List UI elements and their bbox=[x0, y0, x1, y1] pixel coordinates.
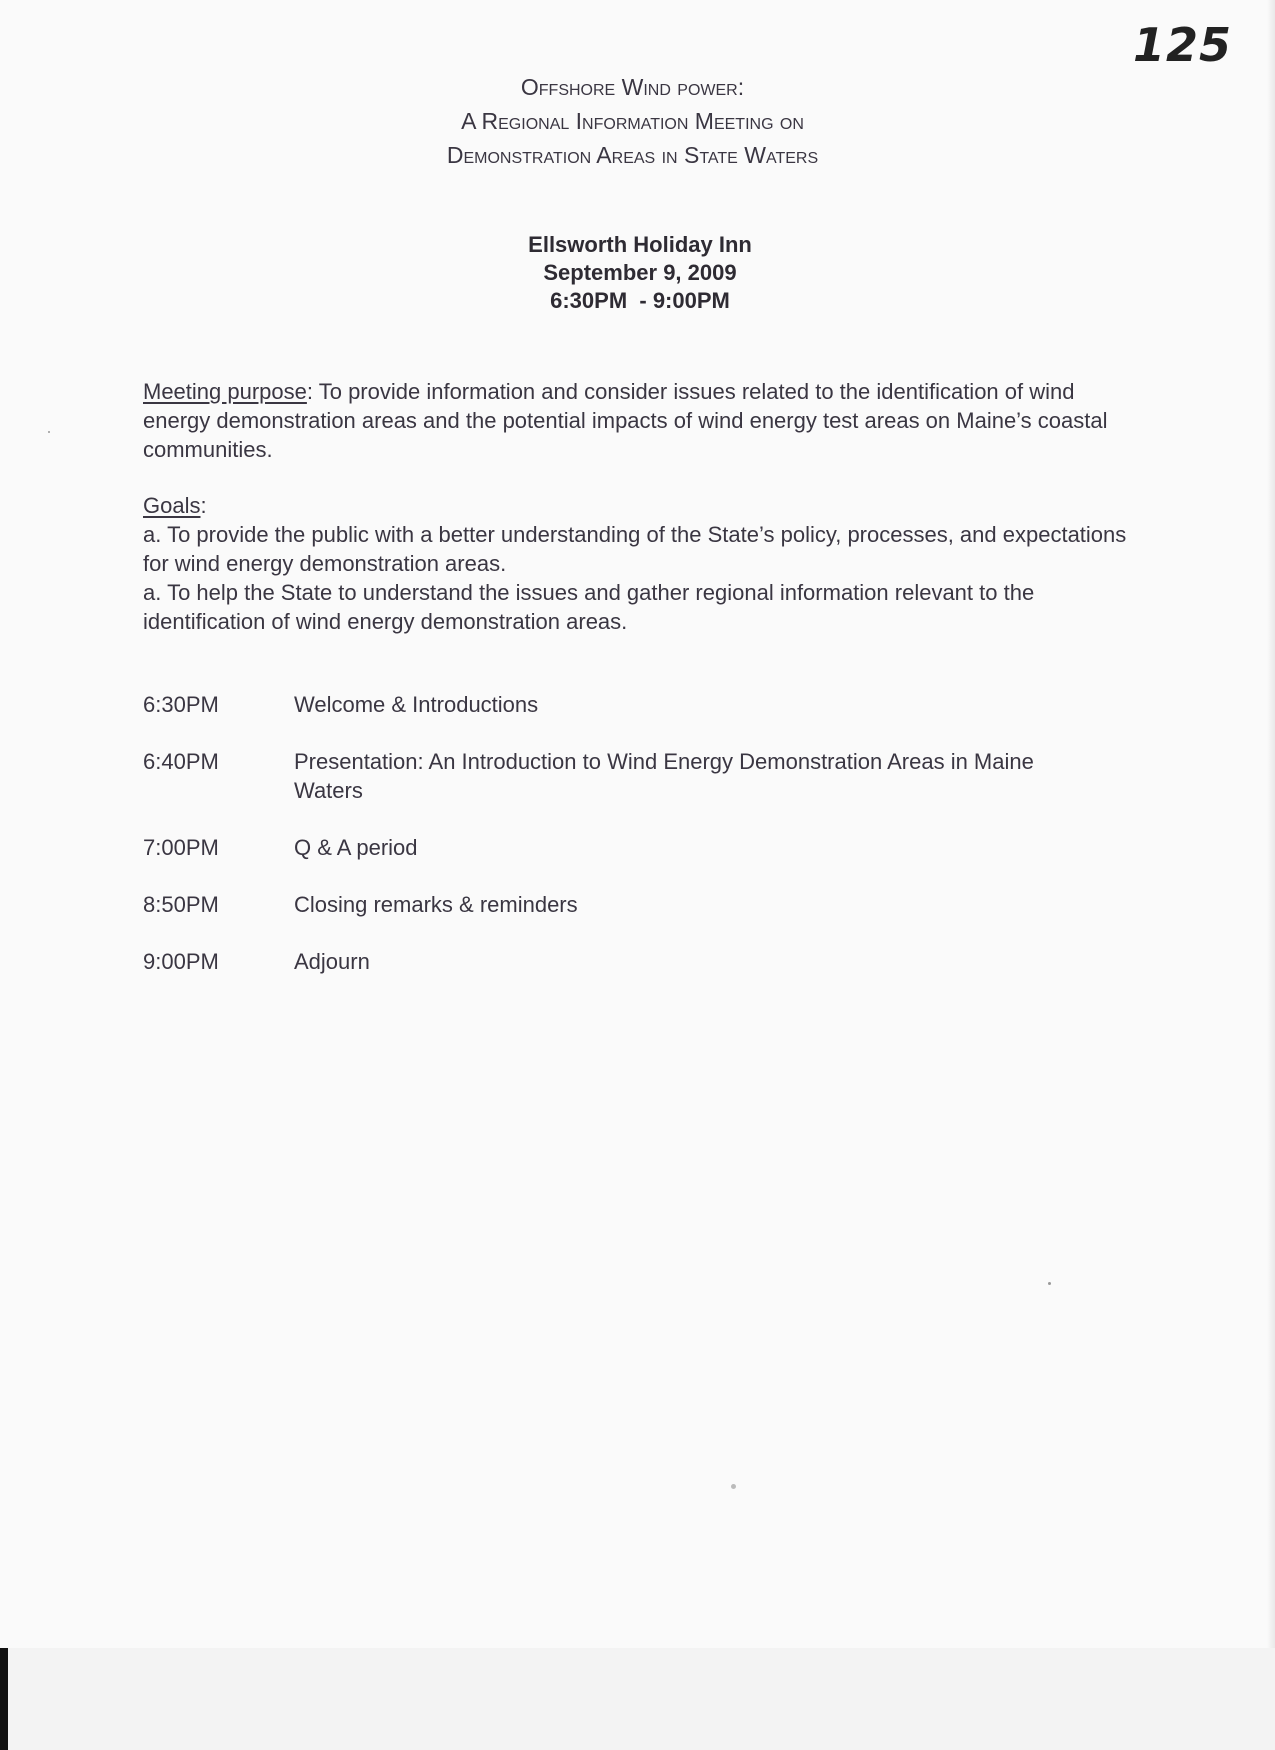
agenda-item: Closing remarks & reminders bbox=[294, 892, 578, 917]
agenda-time: 8:50PM bbox=[143, 892, 219, 917]
handwritten-page-number: 125 bbox=[1133, 18, 1233, 72]
meeting-details bbox=[0, 231, 1275, 315]
goals-label: Goals bbox=[143, 493, 201, 518]
goals-section bbox=[143, 491, 1143, 636]
title-line-1: Offshore Wind power: bbox=[520, 74, 745, 100]
purpose-text: : To provide information and consider issues related to the identification of wind energy demonstration areas and the potential impacts of wind energy test areas on Maine’s coastal communities. bbox=[143, 379, 1108, 462]
agenda-item: Presentation: An Introduction to Wind Energy Demonstration Areas in Maine Waters bbox=[294, 749, 1034, 803]
agenda-item: Q & A period bbox=[294, 835, 418, 860]
meeting-purpose bbox=[143, 377, 1143, 464]
scan-bottom-band bbox=[0, 1648, 1275, 1750]
agenda-row bbox=[143, 690, 1143, 719]
meeting-date: September 9, 2009 bbox=[543, 260, 737, 285]
document-title bbox=[0, 70, 1265, 172]
agenda-row bbox=[143, 747, 1143, 805]
agenda-row bbox=[143, 833, 1143, 862]
meeting-venue: Ellsworth Holiday Inn bbox=[528, 232, 752, 257]
agenda-item: Welcome & Introductions bbox=[294, 692, 539, 717]
agenda-time: 6:30PM bbox=[143, 692, 219, 717]
title-line-3: Demonstration Areas in State Waters bbox=[446, 142, 819, 168]
purpose-label: Meeting purpose bbox=[143, 379, 307, 404]
agenda-row bbox=[143, 890, 1143, 919]
scan-edge-mark bbox=[0, 1648, 8, 1750]
scan-speck bbox=[731, 1484, 736, 1489]
scan-speck bbox=[1048, 1282, 1051, 1285]
agenda-item: Adjourn bbox=[294, 949, 370, 974]
agenda-row bbox=[143, 947, 1143, 976]
goals-label-suffix: : bbox=[200, 493, 207, 518]
agenda-time: 6:40PM bbox=[143, 749, 219, 774]
scan-speck bbox=[48, 431, 50, 433]
title-line-2: A Regional Information Meeting on bbox=[461, 108, 804, 134]
goal-item: a. To help the State to understand the issues and gather regional information relevant to the identification of wind energy demonstration areas. bbox=[143, 580, 1035, 634]
agenda-time: 7:00PM bbox=[143, 835, 219, 860]
goal-item: a. To provide the public with a better understanding of the State’s policy, processes, and expectations for wind energy demonstration areas. bbox=[143, 522, 1127, 576]
agenda-time: 9:00PM bbox=[143, 949, 219, 974]
agenda bbox=[143, 690, 1143, 1004]
meeting-time: 6:30PM - 9:00PM bbox=[550, 288, 730, 313]
